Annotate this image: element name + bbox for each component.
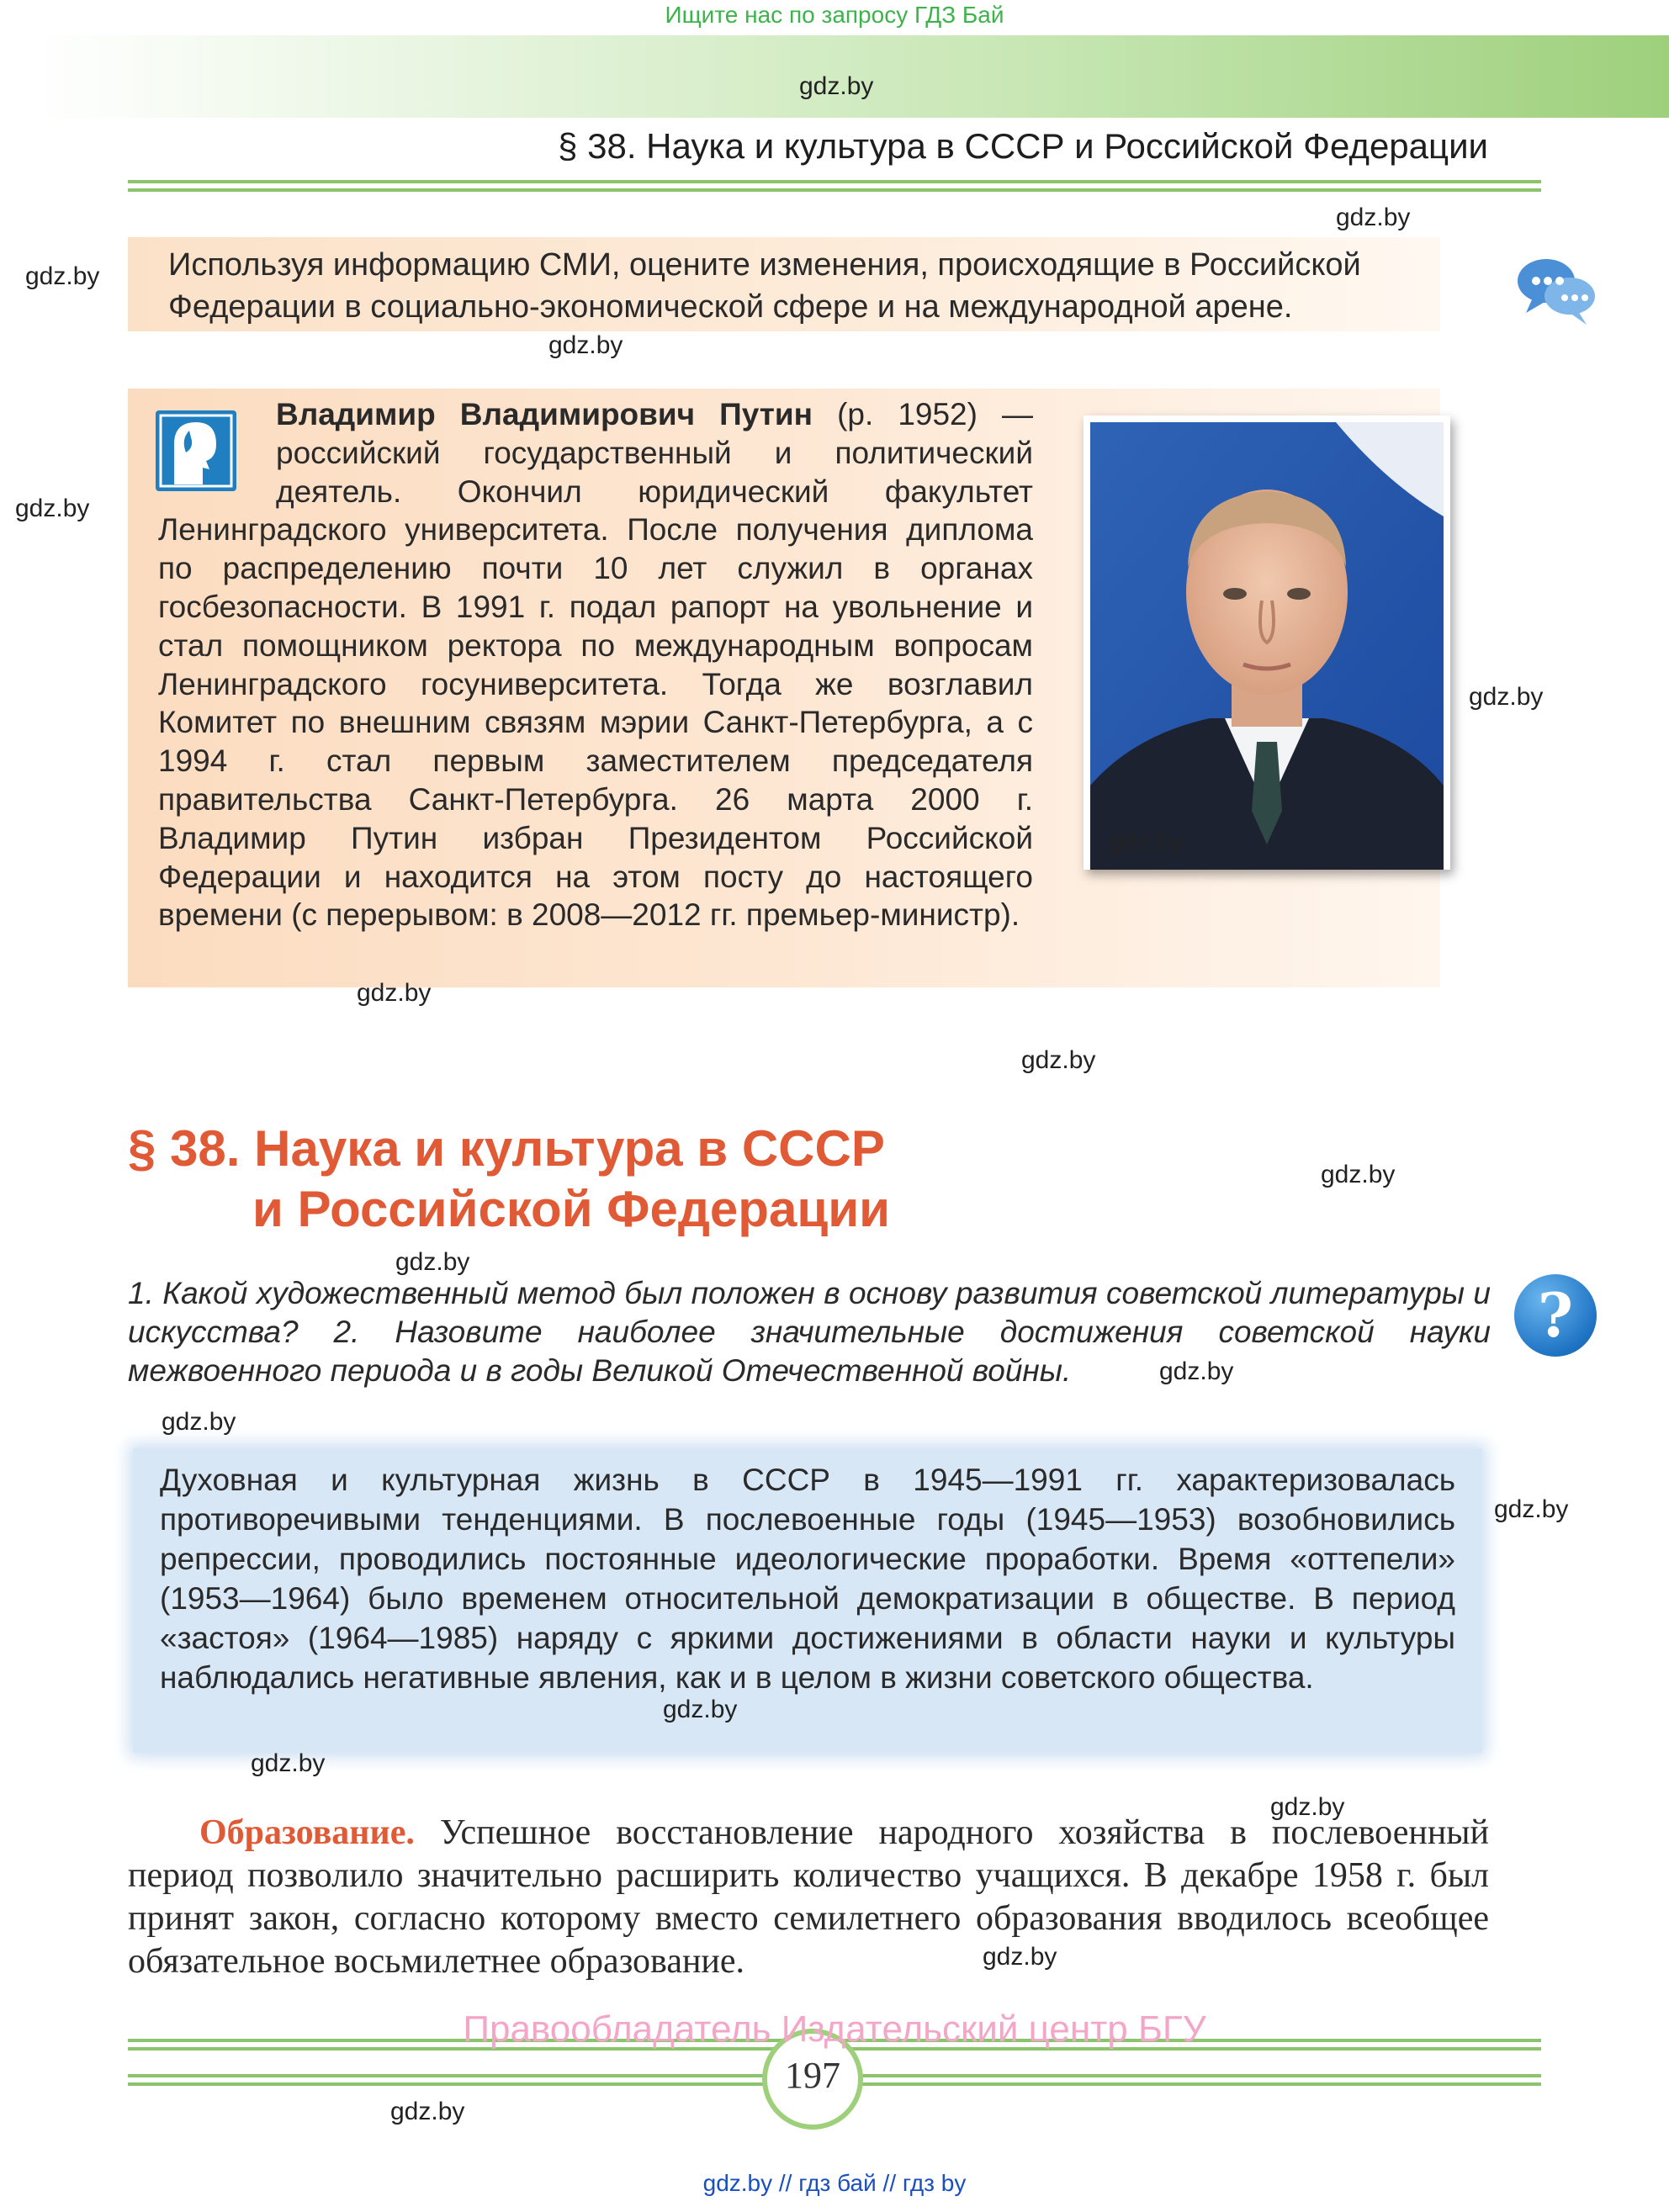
section-title-line2: и Российской Федерации: [252, 1181, 890, 1237]
section-title: [128, 1119, 890, 1240]
watermark: gdz.by: [663, 1696, 738, 1723]
header-rule: [128, 180, 1541, 183]
watermark: gdz.by: [1494, 1495, 1569, 1523]
watermark: gdz.by: [1021, 1046, 1096, 1074]
watermark: gdz.by: [25, 262, 100, 290]
watermark: gdz.by: [799, 72, 874, 100]
watermark: gdz.by: [1270, 1793, 1345, 1821]
top-search-hint: Ищите нас по запросу ГДЗ Бай: [665, 2, 1004, 28]
education-paragraph: [128, 1812, 1489, 1983]
task-text: Используя информацию СМИ, оцените изменения, происходящие в Российской Федерации в социально-экономической сфере и на международной арене.: [168, 247, 1361, 325]
watermark: gdz.by: [983, 1943, 1057, 1971]
question-icon: ?: [1514, 1274, 1597, 1357]
review-questions: 1. Какой художественный метод был положен в основу развития советской литературы и искусства? 2. Назовите наиболее значительные достижения советской науки межвоенного периода и в годы Великой Отечественной войны.: [128, 1276, 1491, 1388]
watermark: gdz.by: [1321, 1161, 1396, 1188]
watermark: gdz.by: [15, 495, 90, 522]
copyright-notice: Правообладатель Издательский центр БГУ: [463, 2008, 1206, 2050]
footer-links[interactable]: gdz.by // гдз бай // гдз by: [702, 2170, 967, 2196]
watermark: gdz.by: [548, 331, 623, 359]
watermark: gdz.by: [357, 979, 432, 1007]
watermark: gdz.by: [1469, 683, 1544, 711]
biography-body: (р. 1952) — российский государственный и политический деятель. Окончил юридический факультет Ленинградского университета. После получения диплома по распределению почти 10 лет служил в органах госбезопасности. В 1991 г. подал рапорт на увольнение и стал помощником ректора по международным вопросам Ленинградского госуниверситета. Тогда же возглавил Комитет по внешним связям мэрии Санкт-Петербурга, а с 1994 г. стал первым заместителем председателя правительства Санкт-Петербурга. 26 марта 2000 г. Владимир Путин избран Президентом Российской Федерации и находится на этом посту до настоящего времени (с перерывом: в 2008—2012 гг. премьер-министр).: [158, 397, 1033, 933]
watermark: gdz.by: [1109, 828, 1184, 855]
discussion-icon: [1514, 252, 1598, 328]
watermark: gdz.by: [1159, 1357, 1234, 1385]
section-title-line1: § 38. Наука и культура в СССР: [128, 1120, 885, 1177]
biography-text: [158, 395, 1033, 934]
biography-name: Владимир Владимирович Путин: [276, 397, 813, 431]
education-body: Успешное восстановление народного хозяйства в послевоенный период позволило значительно расширить количество учащихся. В декабре 1958 г. был принят закон, согласно которому вместо семилетнего образования вводилось всеобщее обязательное восьмилетнее образование.: [128, 1813, 1489, 1981]
header-rule-2: [128, 188, 1541, 192]
summary-text: Духовная и культурная жизнь в СССР в 1945—1991 гг. характеризовалась противоречивыми тенденциями. В послевоенные годы (1945—1953) возобновились репрессии, проводились постоянные идеологические проработки. Время «оттепели» (1953—1964) было временем относительной демократизации в обществе. В период «застоя» (1964—1985) наряду с яркими достижениями в области науки и культуры наблюдались негативные явления, как и в целом в жизни советского общества.: [160, 1463, 1455, 1695]
watermark: gdz.by: [251, 1749, 326, 1777]
running-header: § 38. Наука и культура в СССР и Российской Федерации: [558, 126, 1488, 166]
watermark: gdz.by: [395, 1248, 470, 1276]
education-lead: Образование.: [199, 1813, 415, 1852]
portrait-photo: [1084, 415, 1450, 870]
page-number: 197: [762, 2029, 863, 2130]
watermark: gdz.by: [1336, 204, 1411, 231]
watermark: gdz.by: [390, 2098, 465, 2125]
watermark: gdz.by: [162, 1408, 236, 1436]
